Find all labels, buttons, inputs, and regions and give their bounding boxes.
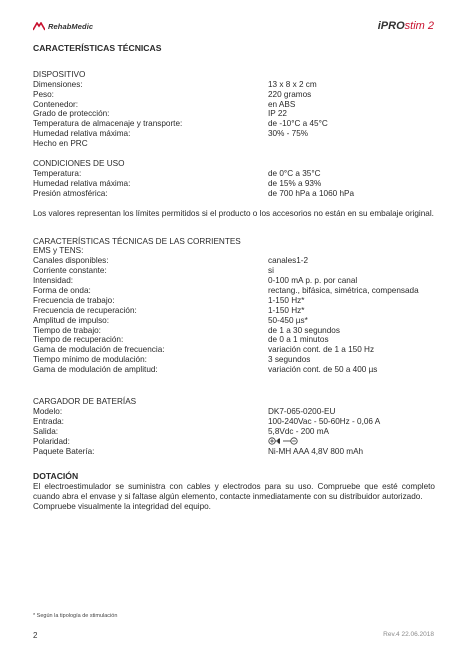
spec-value: 50-450 µs* [268,315,308,325]
spec-value: Ni-MH AAA 4,8V 800 mAh [268,446,364,456]
spec-row [33,109,435,119]
spec-label: Tiempo mínimo de modulación: [33,355,147,365]
spec-value: 5,8Vdc - 200 mA [268,426,329,436]
product-logo-part1: iPRO [377,20,405,32]
spec-label: Grado de protección: [33,109,110,119]
spec-value: 1-150 Hz* [268,305,305,315]
spec-row [33,80,435,90]
subheading-ems-tens: EMS y TENS: [33,246,84,256]
spec-row [33,90,435,100]
spec-value: 1-150 Hz* [268,295,305,305]
spec-row [33,296,435,306]
section-heading-cargador: CARGADOR DE BATERÍAS [33,397,137,407]
section-heading-dotacion: DOTACIÓN [33,471,79,482]
revision-label: Rev.4 22.06.2018 [383,631,434,638]
spec-label: Intensidad: [33,276,74,286]
spec-row [33,256,435,266]
page-number: 2 [33,631,38,640]
spec-label: Gama de modulación de frecuencia: [33,345,165,355]
spec-value: 220 gramos [268,89,312,99]
page-content [33,44,435,512]
spec-row [33,355,435,365]
spec-row [33,266,435,276]
spec-label: Hecho en PRC [33,139,88,149]
section-heading-corrientes: CARACTERÍSTICAS TÉCNICAS DE LAS CORRIENTES [33,236,241,246]
spec-row [33,326,435,336]
rehabmedic-logo-icon [33,22,45,31]
spec-value: de 0°C a 35°C [268,168,321,178]
spec-value: rectang., bifásica, simétrica, compensada [268,286,419,296]
footnote: * Según la tipología de stimulación [33,613,118,619]
page-header [33,22,434,36]
spec-row [33,169,435,179]
spec-label: Tiempo de trabajo: [33,325,101,335]
spec-label: Amplitud de impulso: [33,315,109,325]
spec-label: Peso: [33,89,54,99]
rehabmedic-logo [33,22,93,31]
spec-label: Forma de onda: [33,286,91,296]
spec-label: Frecuencia de trabajo: [33,295,115,305]
spec-value: IP 22 [268,109,287,119]
spec-label: Dimensiones: [33,79,83,89]
spec-label: Humedad relativa máxima: [33,129,131,139]
spec-value: de 700 hPa a 1060 hPa [268,188,355,198]
spec-value: en ABS [268,99,296,109]
spec-value: DK7-065-0200-EU [268,406,336,416]
spec-label: Modelo: [33,406,63,416]
spec-row [33,427,435,437]
spec-value: de 1 a 30 segundos [268,325,340,335]
spec-label: Tiempo de recuperación: [33,335,124,345]
spec-value: 100-240Vac - 50-60Hz - 0,06 A [268,416,381,426]
spec-label: Contenedor: [33,99,79,109]
spec-row [33,306,435,316]
spec-row [33,447,435,457]
spec-row [33,189,435,199]
spec-label: Temperatura: [33,168,82,178]
spec-label: Frecuencia de recuperación: [33,305,137,315]
spec-row [33,335,435,345]
spec-label: Paquete Batería: [33,446,95,456]
spec-value: variación cont. de 1 a 150 Hz [268,345,375,355]
spec-value: de 15% a 93% [268,178,322,188]
spec-row [33,119,435,129]
spec-label: Presión atmosférica: [33,188,108,198]
spec-label: Canales disponibles: [33,256,109,266]
spec-row [33,286,435,296]
spec-value: 3 segundos [268,355,311,365]
spec-value: 13 x 8 x 2 cm [268,79,317,89]
spec-value: canales1-2 [268,256,309,266]
spec-label: Temperatura de almacenaje y transporte: [33,119,183,129]
dotacion-text: El electroestimulador se suministra con cables y electrodos para su uso. Compruebe que esté completo cuando abra el envase y si faltase algún elemento, contacte inmediatamente con su distribuidor autorizado. [33,482,435,502]
section-heading-condiciones: CONDICIONES DE USO [33,159,125,169]
spec-value: si [268,266,274,276]
spec-row [33,437,435,447]
spec-value: de -10°C a 45°C [268,119,328,129]
spec-row [33,179,435,189]
product-logo-part2: stim 2 [404,20,434,32]
spec-label: Gama de modulación de amplitud: [33,365,158,375]
spec-label: Salida: [33,426,59,436]
spec-label: Humedad relativa máxima: [33,178,131,188]
spec-row [33,100,435,110]
spec-row [33,407,435,417]
spec-row [33,365,435,375]
spec-row [33,417,435,427]
spec-row [33,316,435,326]
spec-value: de 0 a 1 minutos [268,335,329,345]
spec-value [268,437,298,447]
spec-value: variación cont. de 50 a 400 µs [268,365,378,375]
spec-value: 30% - 75% [268,129,309,139]
product-logo [378,20,434,32]
spec-row [33,129,435,139]
page-title: CARACTERÍSTICAS TÉCNICAS [33,43,162,53]
section-heading-dispositivo: DISPOSITIVO [33,69,86,79]
spec-row [33,139,435,149]
spec-row [33,276,435,286]
spec-row [33,345,435,355]
polarity-symbol-icon [268,437,298,445]
spec-value: 0-100 mA p. p. por canal [268,276,358,286]
brand-name-left: RehabMedic [48,22,94,31]
dotacion-text-2: Compruebe visualmente la integridad del equipo. [33,502,211,512]
spec-label: Polaridad: [33,436,70,446]
conditions-note: Los valores representan los límites permitidos si el producto o los accesorios no están en su embalaje original. [33,208,434,218]
spec-label: Corriente constante: [33,266,107,276]
spec-label: Entrada: [33,416,64,426]
